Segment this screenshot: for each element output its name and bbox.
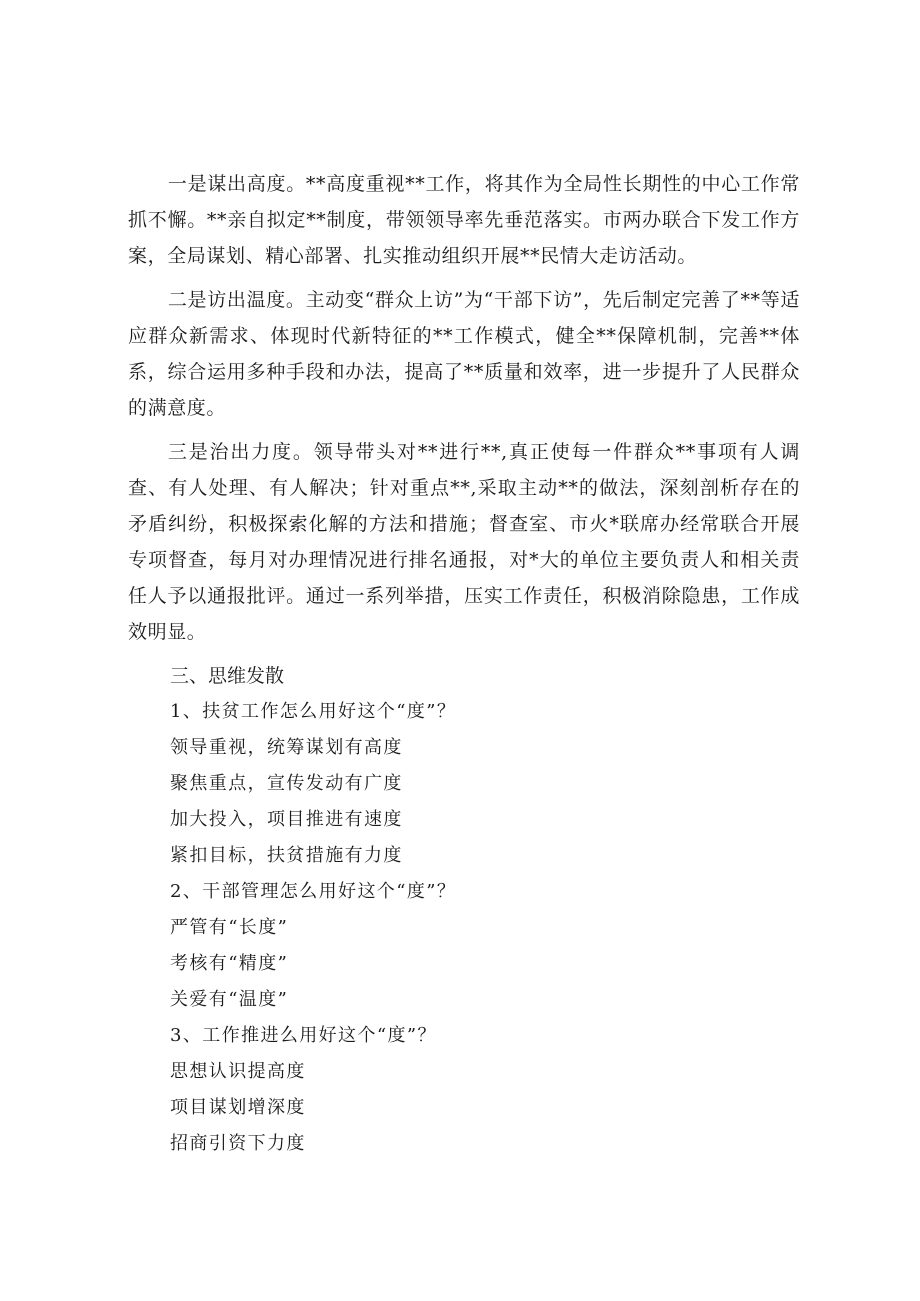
- list-item: 项目谋划增深度: [170, 1097, 306, 1118]
- list-item: 思想认识提高度: [170, 1061, 306, 1082]
- list-item: 紧扣目标，扶贫措施有力度: [170, 845, 403, 866]
- question-1: 1、扶贫工作怎么用好这个“度”？: [170, 701, 457, 722]
- list-item: 加大投入，项目推进有速度: [170, 809, 403, 830]
- paragraph-warmth: 二是访出温度。主动变“群众上访”为“干部下访”，先后制定完善了**等适应群众新需求、体现时代新特征的**工作模式，健全**保障机制，完善**体系，综合运用多种手段和办法，提高了**质量和效率，进一步提升了人民群众的满意度。: [128, 289, 800, 419]
- question-2: 2、干部管理怎么用好这个“度”？: [170, 881, 457, 902]
- paragraph-altitude: 一是谋出高度。**高度重视**工作，将其作为全局性长期性的中心工作常抓不懈。**亲自拟定**制度，带领领导率先垂范落实。市两办联合下发工作方案，全局谋划、精心部署、扎实推动组织开展**民情大走访活动。: [128, 173, 800, 267]
- list-item: 考核有“精度”: [170, 953, 289, 974]
- paragraph-strength: 三是治出力度。领导带头对**进行**,真正使每一件群众**事项有人调查、有人处理、有人解决；针对重点**,采取主动**的做法，深刻剖析存在的矛盾纠纷，积极探索化解的方法和措施；督查室、市火*联席办经常联合开展专项督查，每月对办理情况进行排名通报，对*大的单位主要负责人和相关责任人予以通报批评。通过一系列举措，压实工作责任，积极消除隐患，工作成效明显。: [128, 441, 800, 643]
- section-heading: 三、思维发散: [170, 665, 285, 687]
- list-item: 聚焦重点，宣传发动有广度: [170, 773, 403, 794]
- list-item: 领导重视，统筹谋划有高度: [170, 737, 403, 758]
- question-3: 3、工作推进么用好这个“度”？: [170, 1025, 437, 1046]
- list-item: 招商引资下力度: [170, 1133, 306, 1154]
- document-page: [128, 166, 800, 1162]
- list-item: 关爱有“温度”: [170, 989, 289, 1010]
- list-item: 严管有“长度”: [170, 917, 289, 938]
